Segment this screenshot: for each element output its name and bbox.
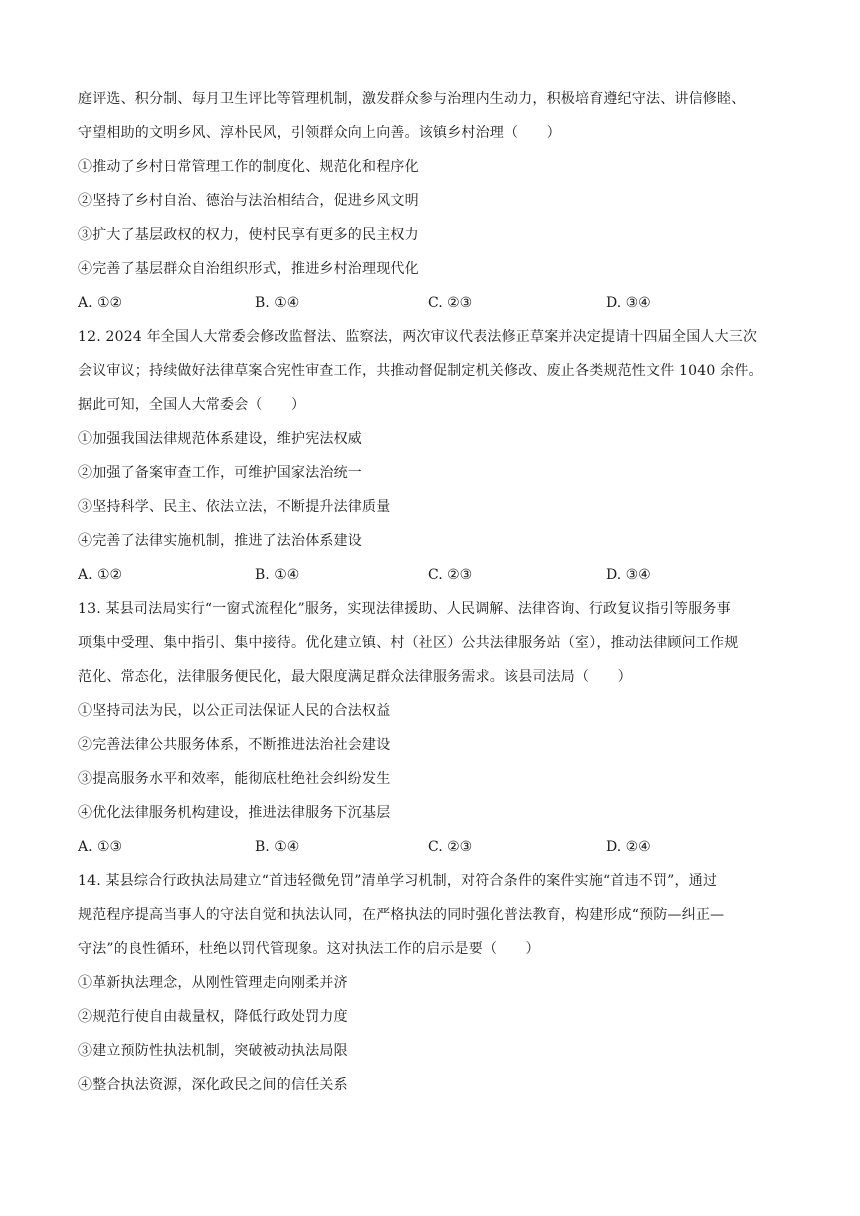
exam-page [78,82,786,1102]
question-stem-line: 项集中受理、集中指引、集中接待。优化建立镇、村（社区）公共法律服务站（室），推动法律顾问工作规 [78,635,739,651]
choice-statement: ④整合执法资源，深化政民之间的信任关系 [78,1077,348,1093]
option-d: D. ③④ [606,295,651,311]
choice-statement: ③提高服务水平和效率，能彻底杜绝社会纠纷发生 [78,771,391,787]
choice-statement: ①推动了乡村日常管理工作的制度化、规范化和程序化 [78,159,419,175]
option-c: C. ②③ [428,295,473,311]
question-stem-line: 规范程序提高当事人的守法自觉和执法认同，在严格执法的同时强化普法教育，构建形成“预防—纠正— [78,907,725,923]
choice-statement: ②加强了备案审查工作，可维护国家法治统一 [78,465,362,481]
option-b: B. ①④ [255,295,300,311]
option-a: A. ①③ [78,839,123,855]
question-stem-line: 14. 某县综合行政执法局建立“首违轻微免罚”清单学习机制，对符合条件的案件实施“首违不罚”，通过 [78,873,718,889]
choice-statement: ①坚持司法为民，以公正司法保证人民的合法权益 [78,703,391,719]
answer-options [78,286,786,320]
choice-statement: ②完善法律公共服务体系，不断推进法治社会建设 [78,737,391,753]
option-b: B. ①④ [255,839,300,855]
option-c: C. ②③ [428,839,473,855]
question-11 [78,82,786,320]
option-d: D. ③④ [606,567,651,583]
answer-options [78,558,786,592]
choice-statement: ①加强我国法律规范体系建设，维护宪法权威 [78,431,362,447]
choice-statement: ②坚持了乡村自治、德治与法治相结合，促进乡风文明 [78,193,419,209]
question-stem-line: 会议审议；持续做好法律草案合宪性审查工作，共推动督促制定机关修改、废止各类规范性文件 1040 余件。 [78,363,763,379]
question-13 [78,592,786,864]
option-d: D. ②④ [606,839,651,855]
choice-statement: ①革新执法理念，从刚性管理走向刚柔并济 [78,975,348,991]
choice-statement: ③坚持科学、民主、依法立法，不断提升法律质量 [78,499,391,515]
choice-statement: ④完善了基层群众自治组织形式，推进乡村治理现代化 [78,261,419,277]
answer-options [78,830,786,864]
option-c: C. ②③ [428,567,473,583]
option-a: A. ①② [78,567,123,583]
question-stem-line: 12. 2024 年全国人大常委会修改监督法、监察法，两次审议代表法修正草案并决定提请十四届全国人大三次 [78,329,758,345]
question-12 [78,320,786,592]
choice-statement: ④优化法律服务机构建设，推进法律服务下沉基层 [78,805,391,821]
choice-statement: ③扩大了基层政权的权力，使村民享有更多的民主权力 [78,227,419,243]
question-stem-line: 守法”的良性循环，杜绝以罚代管现象。这对执法工作的启示是要（ ） [78,941,540,957]
question-stem-line: 守望相助的文明乡风、淳朴民风，引领群众向上向善。该镇乡村治理（ ） [78,125,561,141]
choice-statement: ②规范行使自由裁量权，降低行政处罚力度 [78,1009,348,1025]
option-a: A. ①② [78,295,123,311]
choice-statement: ④完善了法律实施机制，推进了法治体系建设 [78,533,362,549]
option-b: B. ①④ [255,567,300,583]
question-stem-line: 范化、常态化，法律服务便民化，最大限度满足群众法律服务需求。该县司法局（ ） [78,669,632,685]
question-stem-line: 据此可知，全国人大常委会（ ） [78,397,306,413]
choice-statement: ③建立预防性执法机制，突破被动执法局限 [78,1043,348,1059]
question-stem-line: 13. 某县司法局实行“一窗式流程化”服务，实现法律援助、人民调解、法律咨询、行政复议指引等服务事 [78,601,731,617]
question-14 [78,864,786,1102]
question-stem-line: 庭评选、积分制、每月卫生评比等管理机制，激发群众参与治理内生动力，积极培育遵纪守法、讲信修睦、 [78,91,746,107]
